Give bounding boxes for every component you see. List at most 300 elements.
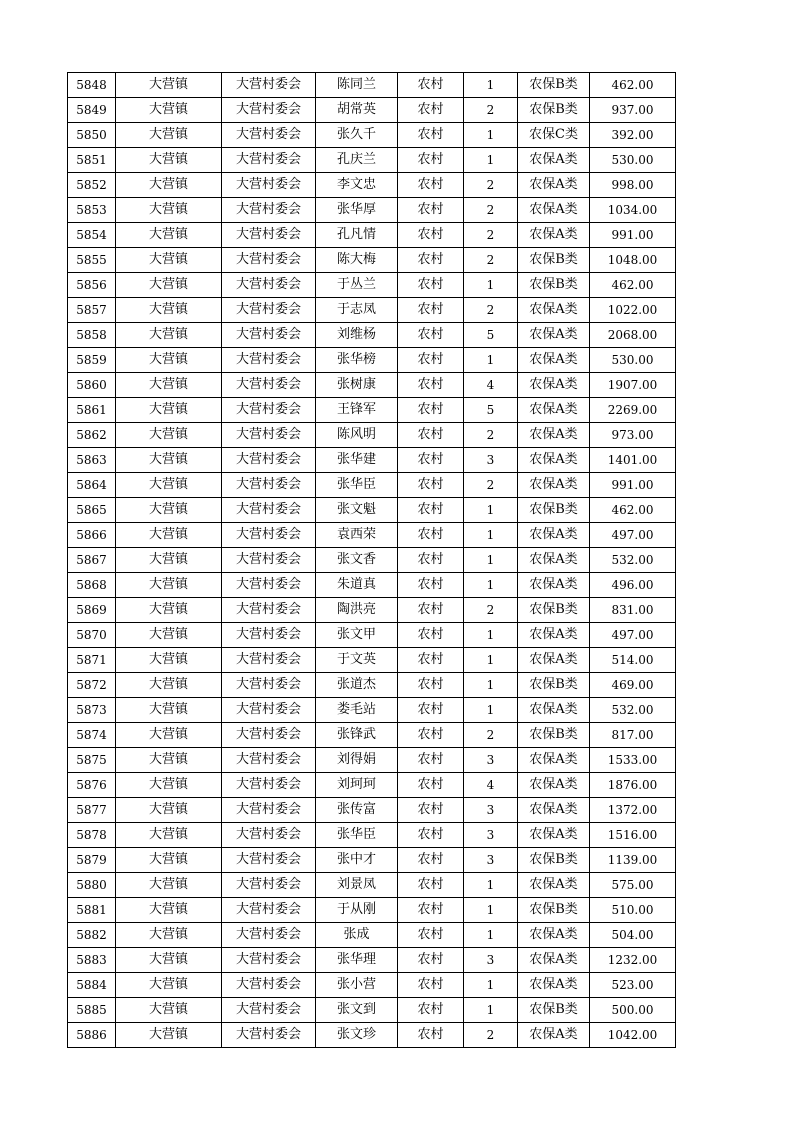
area-cell: 农村 [398, 898, 464, 923]
category-cell: 农保A类 [518, 523, 590, 548]
row-id-cell: 5858 [68, 323, 116, 348]
town-cell: 大营镇 [116, 923, 222, 948]
row-id-cell: 5861 [68, 398, 116, 423]
area-cell: 农村 [398, 598, 464, 623]
town-cell: 大营镇 [116, 848, 222, 873]
village-cell: 大营村委会 [222, 873, 316, 898]
household-size-cell: 1 [464, 648, 518, 673]
row-id-cell: 5871 [68, 648, 116, 673]
village-cell: 大营村委会 [222, 98, 316, 123]
village-cell: 大营村委会 [222, 998, 316, 1023]
town-cell: 大营镇 [116, 998, 222, 1023]
table-row [68, 623, 676, 648]
village-cell: 大营村委会 [222, 598, 316, 623]
village-cell: 大营村委会 [222, 198, 316, 223]
household-size-cell: 1 [464, 523, 518, 548]
household-size-cell: 1 [464, 548, 518, 573]
household-size-cell: 1 [464, 898, 518, 923]
name-cell: 胡常英 [316, 98, 398, 123]
town-cell: 大营镇 [116, 948, 222, 973]
name-cell: 张文魁 [316, 498, 398, 523]
category-cell: 农保A类 [518, 298, 590, 323]
amount-cell: 1022.00 [590, 298, 676, 323]
household-size-cell: 1 [464, 73, 518, 98]
table-row [68, 423, 676, 448]
category-cell: 农保A类 [518, 348, 590, 373]
area-cell: 农村 [398, 173, 464, 198]
amount-cell: 991.00 [590, 223, 676, 248]
row-id-cell: 5883 [68, 948, 116, 973]
table-row [68, 573, 676, 598]
household-size-cell: 2 [464, 473, 518, 498]
name-cell: 王锋军 [316, 398, 398, 423]
row-id-cell: 5850 [68, 123, 116, 148]
amount-cell: 532.00 [590, 698, 676, 723]
table-row [68, 973, 676, 998]
row-id-cell: 5868 [68, 573, 116, 598]
household-size-cell: 1 [464, 998, 518, 1023]
table-row [68, 498, 676, 523]
name-cell: 于文英 [316, 648, 398, 673]
household-size-cell: 1 [464, 623, 518, 648]
category-cell: 农保A类 [518, 198, 590, 223]
village-cell: 大营村委会 [222, 573, 316, 598]
town-cell: 大营镇 [116, 1023, 222, 1048]
town-cell: 大营镇 [116, 98, 222, 123]
name-cell: 刘维杨 [316, 323, 398, 348]
household-size-cell: 1 [464, 698, 518, 723]
category-cell: 农保B类 [518, 498, 590, 523]
category-cell: 农保A类 [518, 423, 590, 448]
name-cell: 张树康 [316, 373, 398, 398]
town-cell: 大营镇 [116, 698, 222, 723]
table-row [68, 898, 676, 923]
household-size-cell: 1 [464, 923, 518, 948]
household-size-cell: 4 [464, 773, 518, 798]
household-size-cell: 2 [464, 198, 518, 223]
household-size-cell: 1 [464, 873, 518, 898]
table-row [68, 748, 676, 773]
town-cell: 大营镇 [116, 323, 222, 348]
amount-cell: 530.00 [590, 348, 676, 373]
town-cell: 大营镇 [116, 273, 222, 298]
household-size-cell: 1 [464, 273, 518, 298]
area-cell: 农村 [398, 748, 464, 773]
category-cell: 农保A类 [518, 923, 590, 948]
amount-cell: 1042.00 [590, 1023, 676, 1048]
village-cell: 大营村委会 [222, 648, 316, 673]
name-cell: 张道杰 [316, 673, 398, 698]
area-cell: 农村 [398, 248, 464, 273]
household-size-cell: 1 [464, 348, 518, 373]
household-size-cell: 1 [464, 123, 518, 148]
area-cell: 农村 [398, 923, 464, 948]
area-cell: 农村 [398, 148, 464, 173]
town-cell: 大营镇 [116, 398, 222, 423]
village-cell: 大营村委会 [222, 348, 316, 373]
name-cell: 张华厚 [316, 198, 398, 223]
name-cell: 陈风明 [316, 423, 398, 448]
row-id-cell: 5857 [68, 298, 116, 323]
village-cell: 大营村委会 [222, 373, 316, 398]
name-cell: 张文甲 [316, 623, 398, 648]
village-cell: 大营村委会 [222, 673, 316, 698]
area-cell: 农村 [398, 523, 464, 548]
name-cell: 陈大梅 [316, 248, 398, 273]
category-cell: 农保A类 [518, 823, 590, 848]
village-cell: 大营村委会 [222, 123, 316, 148]
category-cell: 农保A类 [518, 373, 590, 398]
village-cell: 大营村委会 [222, 498, 316, 523]
area-cell: 农村 [398, 98, 464, 123]
amount-cell: 1232.00 [590, 948, 676, 973]
household-size-cell: 1 [464, 673, 518, 698]
name-cell: 张文珍 [316, 1023, 398, 1048]
row-id-cell: 5880 [68, 873, 116, 898]
table-row [68, 798, 676, 823]
village-cell: 大营村委会 [222, 248, 316, 273]
category-cell: 农保B类 [518, 673, 590, 698]
area-cell: 农村 [398, 798, 464, 823]
category-cell: 农保B类 [518, 723, 590, 748]
household-size-cell: 3 [464, 848, 518, 873]
village-cell: 大营村委会 [222, 898, 316, 923]
row-id-cell: 5881 [68, 898, 116, 923]
row-id-cell: 5848 [68, 73, 116, 98]
town-cell: 大营镇 [116, 73, 222, 98]
household-size-cell: 1 [464, 148, 518, 173]
row-id-cell: 5867 [68, 548, 116, 573]
area-cell: 农村 [398, 823, 464, 848]
row-id-cell: 5873 [68, 698, 116, 723]
area-cell: 农村 [398, 648, 464, 673]
town-cell: 大营镇 [116, 623, 222, 648]
row-id-cell: 5872 [68, 673, 116, 698]
category-cell: 农保B类 [518, 598, 590, 623]
town-cell: 大营镇 [116, 448, 222, 473]
area-cell: 农村 [398, 848, 464, 873]
village-cell: 大营村委会 [222, 473, 316, 498]
amount-cell: 462.00 [590, 73, 676, 98]
town-cell: 大营镇 [116, 823, 222, 848]
amount-cell: 831.00 [590, 598, 676, 623]
household-size-cell: 5 [464, 323, 518, 348]
name-cell: 张小营 [316, 973, 398, 998]
village-cell: 大营村委会 [222, 723, 316, 748]
category-cell: 农保A类 [518, 173, 590, 198]
town-cell: 大营镇 [116, 373, 222, 398]
row-id-cell: 5849 [68, 98, 116, 123]
amount-cell: 462.00 [590, 498, 676, 523]
name-cell: 孔凡情 [316, 223, 398, 248]
town-cell: 大营镇 [116, 648, 222, 673]
household-size-cell: 3 [464, 798, 518, 823]
name-cell: 于从刚 [316, 898, 398, 923]
amount-cell: 1372.00 [590, 798, 676, 823]
amount-cell: 991.00 [590, 473, 676, 498]
category-cell: 农保A类 [518, 973, 590, 998]
amount-cell: 1876.00 [590, 773, 676, 798]
row-id-cell: 5875 [68, 748, 116, 773]
row-id-cell: 5853 [68, 198, 116, 223]
name-cell: 张华臣 [316, 823, 398, 848]
row-id-cell: 5874 [68, 723, 116, 748]
table-row [68, 248, 676, 273]
town-cell: 大营镇 [116, 873, 222, 898]
amount-cell: 1533.00 [590, 748, 676, 773]
area-cell: 农村 [398, 123, 464, 148]
table-row [68, 673, 676, 698]
area-cell: 农村 [398, 548, 464, 573]
table-row [68, 348, 676, 373]
town-cell: 大营镇 [116, 223, 222, 248]
town-cell: 大营镇 [116, 173, 222, 198]
household-size-cell: 2 [464, 223, 518, 248]
area-cell: 农村 [398, 373, 464, 398]
category-cell: 农保C类 [518, 123, 590, 148]
name-cell: 李文忠 [316, 173, 398, 198]
category-cell: 农保B类 [518, 73, 590, 98]
household-size-cell: 1 [464, 498, 518, 523]
category-cell: 农保B类 [518, 848, 590, 873]
area-cell: 农村 [398, 973, 464, 998]
town-cell: 大营镇 [116, 598, 222, 623]
area-cell: 农村 [398, 273, 464, 298]
amount-cell: 496.00 [590, 573, 676, 598]
table-row [68, 148, 676, 173]
village-cell: 大营村委会 [222, 273, 316, 298]
area-cell: 农村 [398, 623, 464, 648]
amount-cell: 504.00 [590, 923, 676, 948]
row-id-cell: 5863 [68, 448, 116, 473]
area-cell: 农村 [398, 998, 464, 1023]
row-id-cell: 5859 [68, 348, 116, 373]
town-cell: 大营镇 [116, 198, 222, 223]
row-id-cell: 5860 [68, 373, 116, 398]
table-row [68, 523, 676, 548]
table-row [68, 98, 676, 123]
amount-cell: 510.00 [590, 898, 676, 923]
area-cell: 农村 [398, 773, 464, 798]
village-cell: 大营村委会 [222, 748, 316, 773]
area-cell: 农村 [398, 1023, 464, 1048]
area-cell: 农村 [398, 573, 464, 598]
town-cell: 大营镇 [116, 548, 222, 573]
name-cell: 于丛兰 [316, 273, 398, 298]
amount-cell: 575.00 [590, 873, 676, 898]
table-row [68, 698, 676, 723]
row-id-cell: 5876 [68, 773, 116, 798]
area-cell: 农村 [398, 398, 464, 423]
amount-cell: 817.00 [590, 723, 676, 748]
town-cell: 大营镇 [116, 498, 222, 523]
category-cell: 农保B类 [518, 898, 590, 923]
name-cell: 朱道真 [316, 573, 398, 598]
table-row [68, 923, 676, 948]
amount-cell: 469.00 [590, 673, 676, 698]
row-id-cell: 5862 [68, 423, 116, 448]
row-id-cell: 5878 [68, 823, 116, 848]
household-size-cell: 1 [464, 973, 518, 998]
table-row [68, 198, 676, 223]
category-cell: 农保A类 [518, 573, 590, 598]
household-size-cell: 3 [464, 823, 518, 848]
amount-cell: 1907.00 [590, 373, 676, 398]
village-cell: 大营村委会 [222, 423, 316, 448]
name-cell: 陈同兰 [316, 73, 398, 98]
category-cell: 农保A类 [518, 1023, 590, 1048]
category-cell: 农保A类 [518, 398, 590, 423]
name-cell: 张华臣 [316, 473, 398, 498]
village-cell: 大营村委会 [222, 398, 316, 423]
amount-cell: 532.00 [590, 548, 676, 573]
town-cell: 大营镇 [116, 773, 222, 798]
town-cell: 大营镇 [116, 723, 222, 748]
table-row [68, 823, 676, 848]
name-cell: 陶洪亮 [316, 598, 398, 623]
amount-cell: 1516.00 [590, 823, 676, 848]
records-table [67, 72, 676, 1048]
table-row [68, 398, 676, 423]
amount-cell: 2269.00 [590, 398, 676, 423]
amount-cell: 1048.00 [590, 248, 676, 273]
category-cell: 农保A类 [518, 323, 590, 348]
area-cell: 农村 [398, 698, 464, 723]
table-row [68, 323, 676, 348]
row-id-cell: 5865 [68, 498, 116, 523]
village-cell: 大营村委会 [222, 798, 316, 823]
category-cell: 农保A类 [518, 548, 590, 573]
category-cell: 农保B类 [518, 248, 590, 273]
town-cell: 大营镇 [116, 898, 222, 923]
area-cell: 农村 [398, 323, 464, 348]
table-row [68, 998, 676, 1023]
amount-cell: 500.00 [590, 998, 676, 1023]
amount-cell: 497.00 [590, 523, 676, 548]
category-cell: 农保B类 [518, 998, 590, 1023]
name-cell: 张久千 [316, 123, 398, 148]
category-cell: 农保A类 [518, 448, 590, 473]
amount-cell: 523.00 [590, 973, 676, 998]
table-row [68, 948, 676, 973]
name-cell: 张中才 [316, 848, 398, 873]
household-size-cell: 4 [464, 373, 518, 398]
town-cell: 大营镇 [116, 423, 222, 448]
village-cell: 大营村委会 [222, 523, 316, 548]
row-id-cell: 5884 [68, 973, 116, 998]
area-cell: 农村 [398, 298, 464, 323]
table-row [68, 873, 676, 898]
town-cell: 大营镇 [116, 148, 222, 173]
amount-cell: 2068.00 [590, 323, 676, 348]
village-cell: 大营村委会 [222, 923, 316, 948]
area-cell: 农村 [398, 223, 464, 248]
amount-cell: 530.00 [590, 148, 676, 173]
table-row [68, 473, 676, 498]
town-cell: 大营镇 [116, 748, 222, 773]
row-id-cell: 5864 [68, 473, 116, 498]
row-id-cell: 5866 [68, 523, 116, 548]
table-row [68, 73, 676, 98]
village-cell: 大营村委会 [222, 73, 316, 98]
table-row [68, 298, 676, 323]
table-row [68, 448, 676, 473]
row-id-cell: 5852 [68, 173, 116, 198]
area-cell: 农村 [398, 498, 464, 523]
area-cell: 农村 [398, 448, 464, 473]
village-cell: 大营村委会 [222, 298, 316, 323]
village-cell: 大营村委会 [222, 173, 316, 198]
household-size-cell: 2 [464, 723, 518, 748]
category-cell: 农保A类 [518, 698, 590, 723]
household-size-cell: 2 [464, 1023, 518, 1048]
household-size-cell: 2 [464, 423, 518, 448]
name-cell: 袁西荣 [316, 523, 398, 548]
row-id-cell: 5869 [68, 598, 116, 623]
table-body [68, 73, 676, 1048]
amount-cell: 462.00 [590, 273, 676, 298]
household-size-cell: 2 [464, 598, 518, 623]
town-cell: 大营镇 [116, 348, 222, 373]
amount-cell: 392.00 [590, 123, 676, 148]
town-cell: 大营镇 [116, 473, 222, 498]
table-row [68, 848, 676, 873]
row-id-cell: 5854 [68, 223, 116, 248]
name-cell: 刘得娟 [316, 748, 398, 773]
village-cell: 大营村委会 [222, 973, 316, 998]
category-cell: 农保A类 [518, 648, 590, 673]
household-size-cell: 3 [464, 948, 518, 973]
town-cell: 大营镇 [116, 973, 222, 998]
area-cell: 农村 [398, 873, 464, 898]
town-cell: 大营镇 [116, 298, 222, 323]
area-cell: 农村 [398, 948, 464, 973]
name-cell: 张华理 [316, 948, 398, 973]
town-cell: 大营镇 [116, 123, 222, 148]
area-cell: 农村 [398, 198, 464, 223]
category-cell: 农保A类 [518, 473, 590, 498]
row-id-cell: 5885 [68, 998, 116, 1023]
household-size-cell: 2 [464, 248, 518, 273]
category-cell: 农保A类 [518, 148, 590, 173]
table-row [68, 123, 676, 148]
row-id-cell: 5877 [68, 798, 116, 823]
area-cell: 农村 [398, 73, 464, 98]
table-row [68, 723, 676, 748]
household-size-cell: 2 [464, 98, 518, 123]
row-id-cell: 5882 [68, 923, 116, 948]
village-cell: 大营村委会 [222, 623, 316, 648]
name-cell: 张华榜 [316, 348, 398, 373]
household-size-cell: 5 [464, 398, 518, 423]
area-cell: 农村 [398, 348, 464, 373]
table-row [68, 648, 676, 673]
name-cell: 张华建 [316, 448, 398, 473]
household-size-cell: 1 [464, 573, 518, 598]
name-cell: 张锋武 [316, 723, 398, 748]
amount-cell: 1401.00 [590, 448, 676, 473]
area-cell: 农村 [398, 673, 464, 698]
category-cell: 农保B类 [518, 273, 590, 298]
town-cell: 大营镇 [116, 798, 222, 823]
amount-cell: 937.00 [590, 98, 676, 123]
village-cell: 大营村委会 [222, 848, 316, 873]
name-cell: 刘珂珂 [316, 773, 398, 798]
area-cell: 农村 [398, 423, 464, 448]
row-id-cell: 5886 [68, 1023, 116, 1048]
category-cell: 农保B类 [518, 98, 590, 123]
table-row [68, 1023, 676, 1048]
